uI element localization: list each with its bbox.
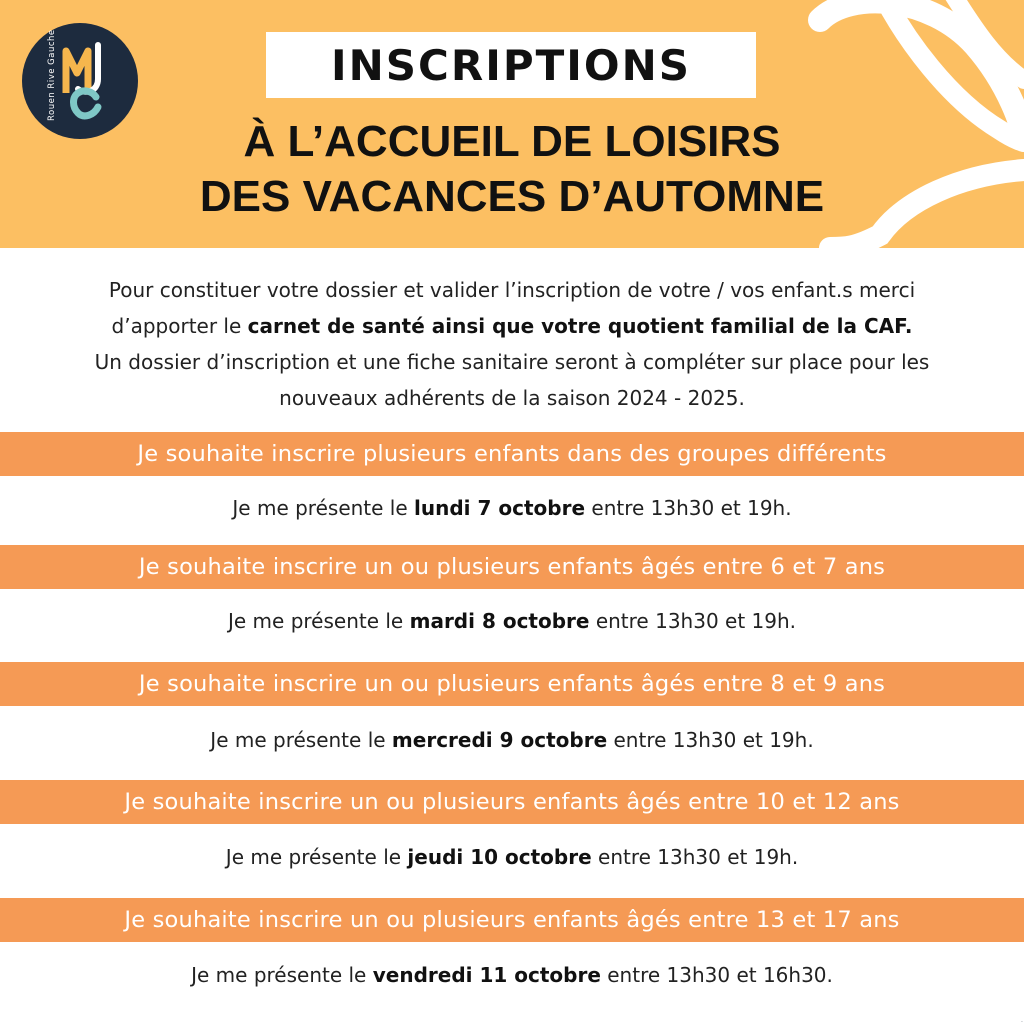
intro-line-2-bold: carnet de santé ainsi que votre quotient familial de la CAF. [247,314,913,338]
date-suffix: entre 13h30 et 16h30. [600,963,833,987]
section-3-date [0,728,1024,752]
section-2-heading: Je souhaite inscrire un ou plusieurs enfants âgés entre 6 et 7 ans [0,545,1024,589]
intro-line-4: nouveaux adhérents de la saison 2024 - 2025. [279,386,745,410]
section-1-heading: Je souhaite inscrire plusieurs enfants dans des groupes différents [0,432,1024,476]
date-prefix: Je me présente le [210,728,392,752]
section-3-heading: Je souhaite inscrire un ou plusieurs enfants âgés entre 8 et 9 ans [0,662,1024,706]
logo-caption: Rouen Rive Gauche [47,29,57,121]
section-1-date [0,496,1024,520]
subtitle-line-2: DES VACANCES D’AUTOMNE [199,172,825,221]
date-day: lundi 7 octobre [414,496,586,520]
date-suffix: entre 13h30 et 19h. [607,728,814,752]
date-suffix: entre 13h30 et 19h. [591,845,799,869]
date-day: mercredi 9 octobre [391,728,608,752]
section-4-heading: Je souhaite inscrire un ou plusieurs enfants âgés entre 10 et 12 ans [0,780,1024,824]
date-suffix: entre 13h30 et 19h. [585,496,792,520]
intro-line-3: Un dossier d’inscription et une fiche sanitaire seront à compléter sur place pour les [94,350,930,374]
page-title: INSCRIPTIONS [331,40,691,90]
section-2-date [0,609,1024,633]
subtitle-line-1: À L’ACCUEIL DE LOISIRS [243,117,781,166]
date-prefix: Je me présente le [225,845,408,869]
date-suffix: entre 13h30 et 19h. [589,609,797,633]
intro-line-1: Pour constituer votre dossier et valider l’inscription de votre / vos enfant.s merci [108,278,916,302]
title-box [266,32,756,98]
intro-line-2 [0,308,1024,344]
logo-letters: MJC [1021,1022,1023,1023]
date-prefix: Je me présente le [191,963,373,987]
date-prefix: Je me présente le [232,496,415,520]
intro-paragraph [0,272,1024,416]
section-4-date [0,845,1024,869]
date-day: vendredi 11 octobre [372,963,601,987]
section-5-date [0,963,1024,987]
date-prefix: Je me présente le [227,609,410,633]
intro-line-2-prefix: d’apporter le [111,314,248,338]
section-5-heading: Je souhaite inscrire un ou plusieurs enfants âgés entre 13 et 17 ans [0,898,1024,942]
date-day: jeudi 10 octobre [407,845,592,869]
date-day: mardi 8 octobre [409,609,590,633]
